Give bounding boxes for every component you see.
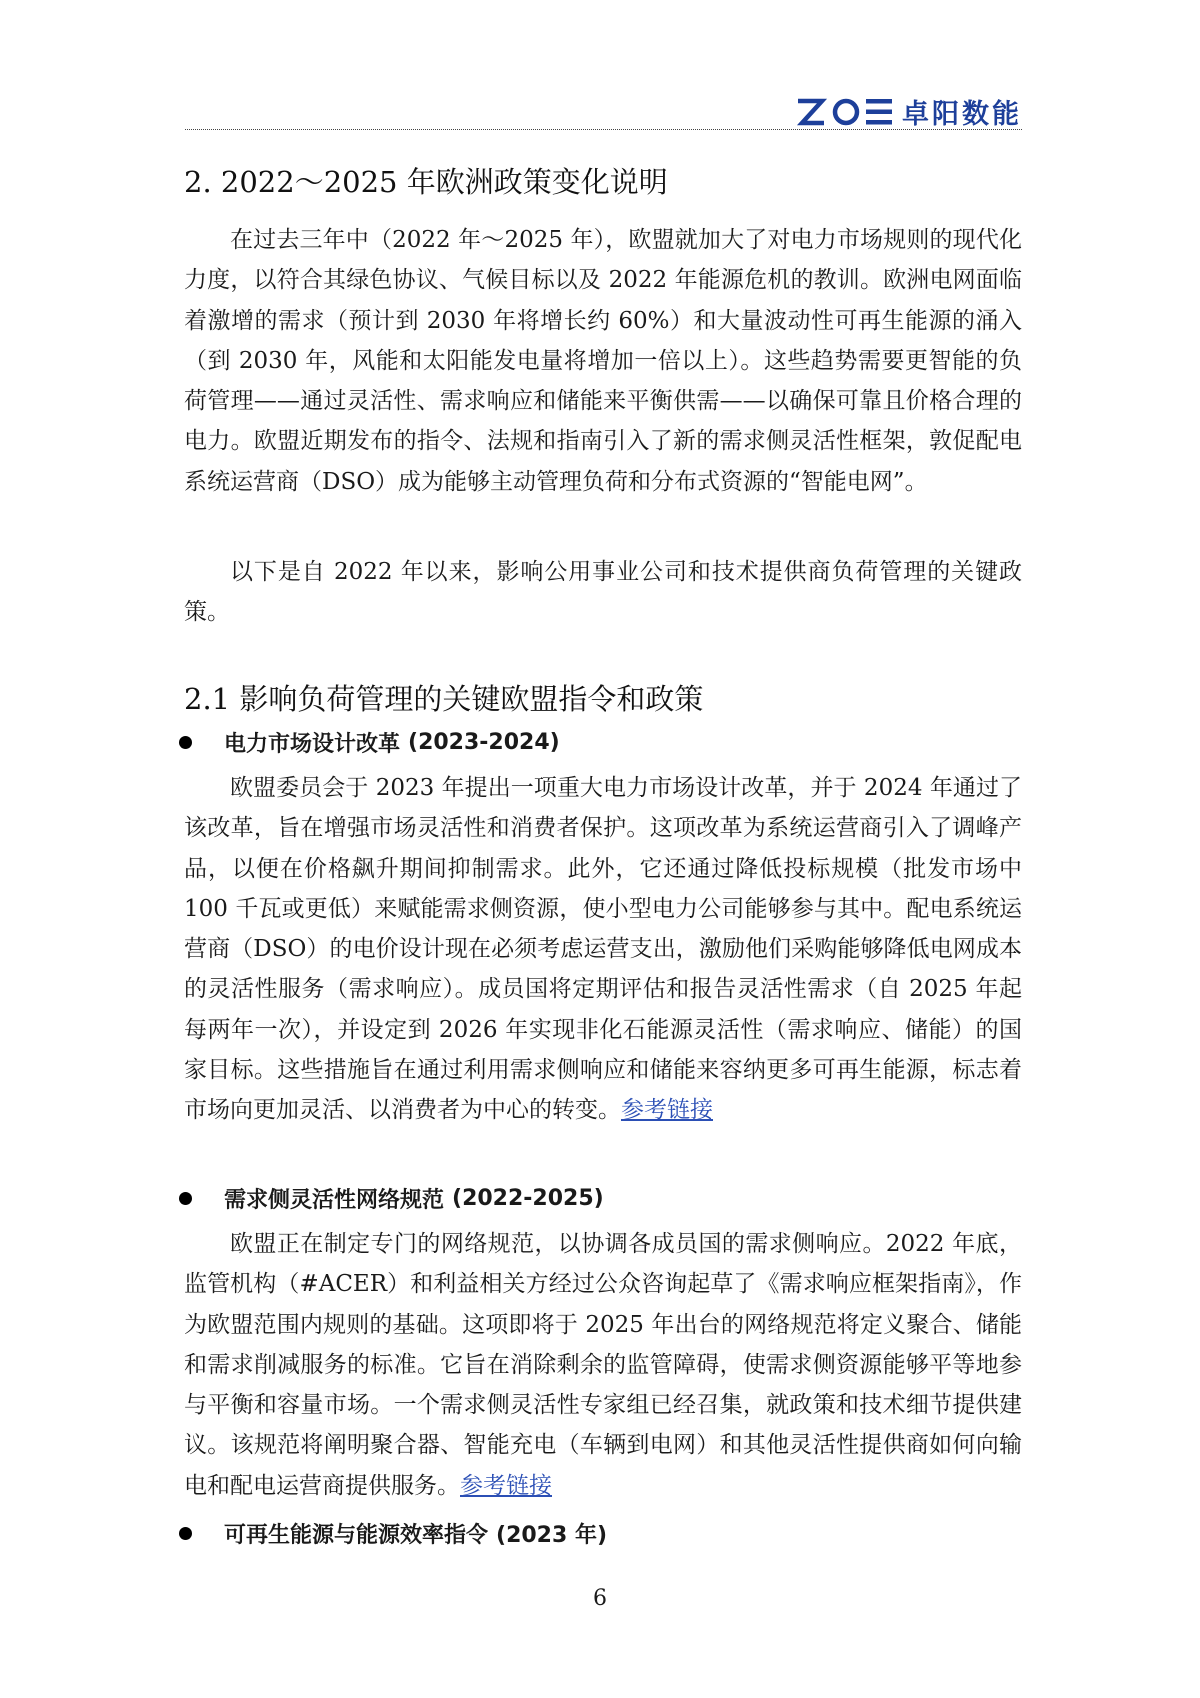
brand-name: 卓阳数能 (902, 99, 1022, 130)
bullet-years: (2023-2024) (408, 730, 560, 755)
bullet-item-heading (179, 1183, 604, 1214)
item-2-body: 欧盟正在制定专门的网络规范，以协调各成员国的需求侧响应。2022 年底，监管机构（#ACER）和利益相关方经过公众咨询起草了《需求响应框架指南》，作为欧盟范围内规则的基础。这项即将于 2025 年出台的网络规范将定义聚合、储能和需求削减服务的标准。它旨在消除剩余的监管障碍，使需求侧资源能够平等地参与平衡和容量市场。一个需求侧灵活性专家组已经召集，就政策和技术细节提供建议。该规范将阐明聚合器、智能充电（车辆到电网）和其他灵活性提供商如何向输电和配电运营商提供服务。 (184, 1231, 1022, 1499)
page-number: 6 (593, 1586, 607, 1611)
bullet-years: (2023 年) (496, 1523, 608, 1548)
bullet-years: (2022-2025) (452, 1186, 604, 1211)
bullet-dot-icon (179, 1192, 192, 1205)
item-1-paragraph (184, 768, 1022, 1131)
bullet-dot-icon (179, 736, 192, 749)
bullet-item-heading (179, 727, 560, 758)
section-2-title: 2. 2022～2025 年欧洲政策变化说明 (184, 165, 668, 199)
bullet-heading-text: 需求侧灵活性网络规范 (224, 1188, 445, 1213)
reference-link[interactable]: 参考链接 (621, 1097, 713, 1124)
logo-mark (796, 97, 896, 127)
header-divider (185, 129, 1022, 130)
section-2-paragraph-2: 以下是自 2022 年以来，影响公用事业公司和技术提供商负荷管理的关键政策。 (184, 559, 1022, 626)
zoe-logo-icon (796, 97, 896, 127)
reference-link[interactable]: 参考链接 (460, 1472, 552, 1499)
bullet-heading-text: 可再生能源与能源效率指令 (224, 1523, 489, 1548)
bullet-item-heading (179, 1518, 607, 1549)
bullet-dot-icon (179, 1527, 192, 1540)
section-2-paragraph-1: 在过去三年中（2022 年～2025 年），欧盟就加大了对电力市场规则的现代化力度，以符合其绿色协议、气候目标以及 2022 年能源危机的教训。欧洲电网面临着激增的需求（预计到 2030 年将增长约 60%）和大量波动性可再生能源的涌入（到 2030 年，风能和太阳能发电量将增加一倍以上）。这些趋势需要更智能的负荷管理——通过灵活性、需求响应和储能来平衡供需——以确保可靠且价格合理的电力。欧盟近期发布的指令、法规和指南引入了新的需求侧灵活性框架，敦促配电系统运营商（DSO）成为能够主动管理负荷和分布式资源的“智能电网”。 (184, 227, 1022, 495)
item-1-body: 欧盟委员会于 2023 年提出一项重大电力市场设计改革，并于 2024 年通过了该改革，旨在增强市场灵活性和消费者保护。这项改革为系统运营商引入了调峰产品，以便在价格飙升期间抑制需求。此外，它还通过降低投标规模（批发市场中 100 千瓦或更低）来赋能需求侧资源，使小型电力公司能够参与其中。配电系统运营商（DSO）的电价设计现在必须考虑运营支出，激励他们采购能够降低电网成本的灵活性服务（需求响应）。成员国将定期评估和报告灵活性需求（自 2025 年起每两年一次），并设定到 2026 年实现非化石能源灵活性（需求响应、储能）的国家目标。这些措施旨在通过利用需求侧响应和储能来容纳更多可再生能源，标志着市场向更加灵活、以消费者为中心的转变。 (184, 775, 1022, 1124)
section-2-1-title: 2.1 影响负荷管理的关键欧盟指令和政策 (184, 682, 704, 716)
company-logo (796, 92, 1022, 131)
bullet-heading-text: 电力市场设计改革 (224, 732, 401, 757)
item-2-paragraph (184, 1224, 1022, 1506)
